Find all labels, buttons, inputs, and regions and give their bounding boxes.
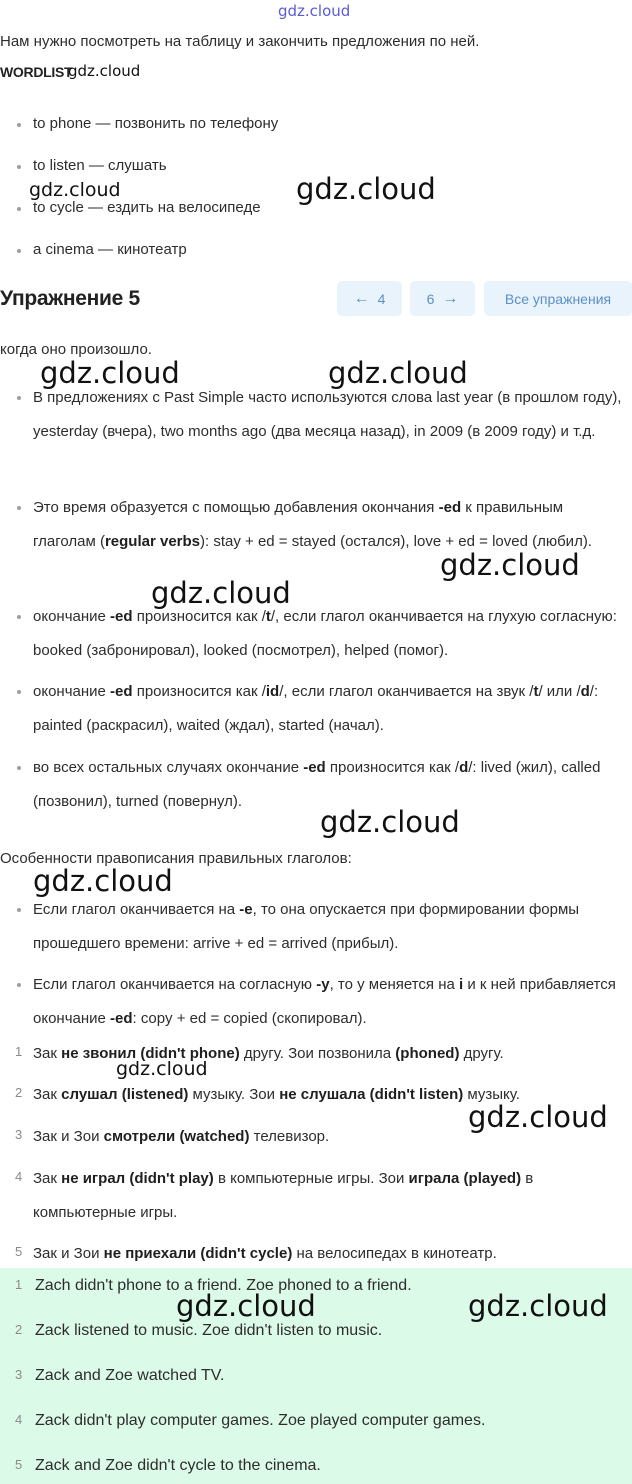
bold-text: t — [265, 608, 271, 625]
bold-text: -ed — [438, 499, 462, 516]
text-segment: Зак — [33, 1045, 62, 1062]
watermark: gdz.cloud — [116, 1058, 208, 1080]
watermark: gdz.cloud — [40, 356, 180, 390]
bold-text: не приехали (didn't cycle) — [103, 1245, 293, 1262]
watermark: gdz.cloud — [68, 62, 141, 80]
bullet-icon — [17, 766, 21, 770]
bold-text: id — [265, 683, 280, 700]
watermark: gdz.cloud — [176, 1289, 316, 1323]
text-segment: на велосипедах в кинотеатр. — [292, 1245, 497, 1262]
bullet-icon — [17, 207, 21, 211]
prev-exercise-button[interactable]: ← 4 — [337, 281, 402, 316]
bullet-icon — [17, 690, 21, 694]
bullet-icon — [17, 908, 21, 912]
text-segment: Если глагол оканчивается на — [33, 901, 240, 918]
watermark: gdz.cloud — [29, 179, 121, 201]
bullet-icon — [17, 165, 21, 169]
text-segment: Зак — [33, 1086, 62, 1103]
text-segment: ): stay + ed = stayed (остался), love + ed = loved (любил). — [200, 533, 592, 550]
watermark: gdz.cloud — [440, 548, 580, 582]
text-segment: /, если глагол оканчивается на глухую согласную: booked (забронировал), looked (посмотрел), helped (помог). — [33, 608, 617, 659]
arrow-left-icon: ← — [353, 289, 370, 307]
text-segment: в компьютерные игры. Зои — [213, 1170, 409, 1187]
text-segment: другу. — [459, 1045, 504, 1062]
bold-text: -ed — [110, 1010, 133, 1027]
text-segment: окончание — [33, 608, 111, 625]
bold-text: -у — [316, 976, 330, 993]
text-segment: : copy + ed = copied (скопировал). — [132, 1010, 367, 1027]
text-segment: , то она опускается при формировании формы прошедшего времени: arrive + ed = arrived (прибыл). — [33, 901, 580, 952]
text-segment: , то у меняется на — [329, 976, 459, 993]
text-segment: В предложениях с Past Simple часто используются слова last year (в прошлом году), yesterday (вчера), two months ago (два месяца назад), in 2009 (в 2009 году) и т.д. — [33, 389, 622, 440]
text-segment: музыку. Зои — [188, 1086, 280, 1103]
cut-text-line: когда оно произошло. — [0, 341, 152, 358]
wordlist-title: WORDLIST — [0, 64, 73, 80]
watermark: gdz.cloud — [468, 1100, 608, 1134]
bold-text: i — [458, 976, 464, 993]
bold-text: -е — [239, 901, 253, 918]
text-segment: / или / — [538, 683, 581, 700]
watermark: gdz.cloud — [296, 172, 436, 206]
text-segment: окончание — [33, 683, 111, 700]
text-segment: Если глагол оканчивается на согласную — [33, 976, 317, 993]
bullet-icon — [17, 615, 21, 619]
watermark: gdz.cloud — [468, 1289, 608, 1323]
text-segment: в компьютерные игры. — [33, 1170, 534, 1221]
bullet-icon — [17, 396, 21, 400]
bold-text: d — [459, 759, 469, 776]
text-segment: произносится как / — [132, 608, 266, 625]
bold-text: слушал (listened) — [61, 1086, 189, 1103]
watermark: gdz.cloud — [328, 356, 468, 390]
text-segment: Зак и Зои — [33, 1128, 104, 1145]
next-exercise-button[interactable]: 6 → — [410, 281, 475, 316]
bullet-icon — [17, 506, 21, 510]
bold-text: смотрели (watched) — [103, 1128, 250, 1145]
bold-text: -ed — [303, 759, 326, 776]
all-exercises-button[interactable]: Все упражнения — [484, 281, 632, 316]
text-segment: и к ней прибавляется окончание — [33, 976, 616, 1027]
bold-text: не звонил (didn't phone) — [61, 1045, 240, 1062]
text-segment: другу. Зои позвонила — [239, 1045, 396, 1062]
intro-text: Нам нужно посмотреть на таблицу и закончить предложения по ней. — [0, 33, 480, 50]
bullet-icon — [17, 249, 21, 253]
watermark: gdz.cloud — [33, 864, 173, 898]
watermark: gdz.cloud — [278, 2, 351, 20]
text-segment: Зак — [33, 1170, 62, 1187]
bold-text: -ed — [110, 608, 133, 625]
spelling-heading: Особенности правописания правильных глаголов: — [0, 850, 352, 867]
bullet-icon — [17, 123, 21, 127]
bold-text: -ed — [110, 683, 133, 700]
watermark: gdz.cloud — [151, 576, 291, 610]
bold-text: играла (played) — [408, 1170, 522, 1187]
text-segment: /, если глагол оканчивается на звук / — [279, 683, 534, 700]
bold-text: (phoned) — [395, 1045, 460, 1062]
text-segment: /: painted (раскрасил), waited (ждал), started (начал). — [33, 683, 599, 734]
bold-text: не слушала (didn't listen) — [279, 1086, 464, 1103]
text-segment: музыку. — [463, 1086, 520, 1103]
text-segment: произносится как / — [325, 759, 460, 776]
text-segment: во всех остальных случаях окончание — [33, 759, 304, 776]
text-segment: Зак и Зои — [33, 1245, 104, 1262]
text-segment: /: lived (жил), called (позвонил), turned (повернул). — [33, 759, 601, 810]
text-segment: Это время образуется с помощью добавления окончания — [33, 499, 439, 516]
bold-text: regular verbs — [104, 533, 201, 550]
exercise-title: Упражнение 5 — [0, 287, 140, 310]
arrow-right-icon: → — [442, 289, 459, 307]
text-segment: телевизор. — [249, 1128, 330, 1145]
text-segment: произносится как / — [132, 683, 266, 700]
watermark: gdz.cloud — [320, 805, 460, 839]
bullet-icon — [17, 983, 21, 987]
text-segment: к правильным глаголам ( — [33, 499, 564, 550]
bold-text: не играл (didn't play) — [61, 1170, 214, 1187]
bold-text: t — [533, 683, 539, 700]
bold-text: d — [580, 683, 590, 700]
